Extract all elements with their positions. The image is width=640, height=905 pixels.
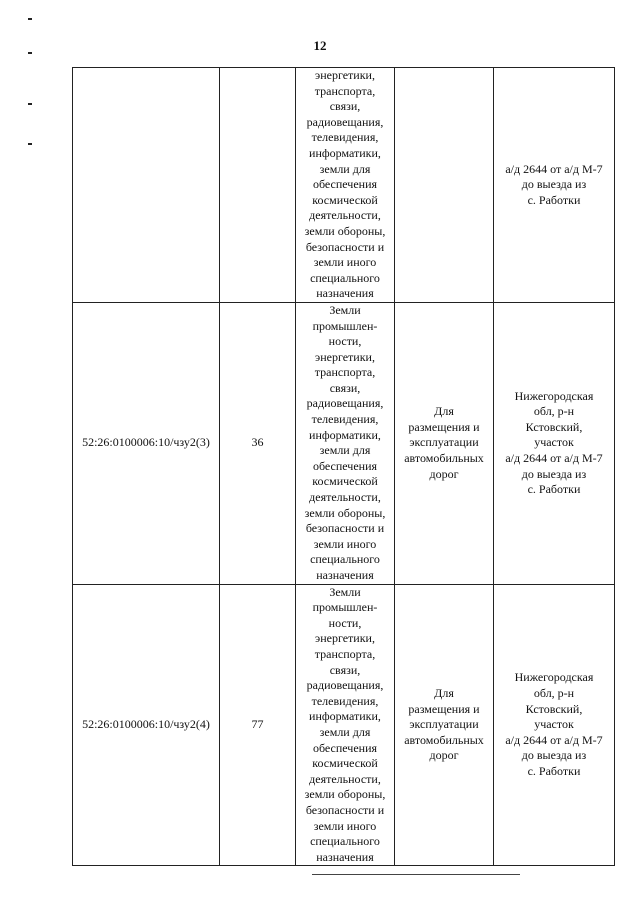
cell-line: деятельности, [309,771,381,786]
cell-line: телевидения, [311,412,379,427]
cell-line: энергетики, [315,631,375,646]
cell-line: телевидения, [311,130,379,145]
cell-line: космической [312,474,378,489]
cell-line: Нижегородская [514,670,594,685]
cell-line: с. Работки [527,192,581,207]
cell-line: энергетики, [315,68,375,82]
location-cell [494,584,615,866]
cell-line: назначения [316,849,374,864]
cell-line: информатики, [309,427,381,442]
table-row [73,302,615,584]
cell-line: земли для [319,724,371,739]
cell-line: эксплуатации [409,717,479,732]
cell-line: назначения [316,286,374,301]
cell-line: безопасности и [305,521,385,536]
cell-line: участок [534,717,574,732]
cell-line: связи, [329,380,361,395]
location-cell [494,68,615,303]
land-category-cell [296,302,395,584]
cell-line: земли обороны, [304,223,386,238]
cell-line: безопасности и [305,239,385,254]
cell-line: радиовещания, [306,114,384,129]
area-cell [220,68,296,303]
cell-line: земли иного [313,818,377,833]
cell-line: Нижегородская [514,388,594,403]
cell-line: связи, [329,99,361,114]
cell-line: до выезда из [521,177,587,192]
cell-line: информатики, [309,709,381,724]
margin-mark [28,143,32,145]
cell-line: земли для [319,443,371,458]
cell-line: Земли [329,302,361,317]
cadastral-number-cell: 52:26:0100006:10/чзу2(4) [73,584,220,866]
cell-line: дорог [429,466,459,481]
cell-line: обеспечения [312,458,378,473]
cell-line: обл, р-н [533,404,575,419]
page-number: 12 [313,38,327,53]
cell-line: связи, [329,662,361,677]
cell-line: космической [312,756,378,771]
cell-line: промышлен- [312,600,378,615]
cell-line: автомобильных [404,451,484,466]
cell-line: а/д 2644 от а/д М-7 [505,451,603,466]
cadastral-number-cell [73,68,220,303]
cell-line: Земли [329,584,361,599]
area-cell: 36 [220,302,296,584]
cell-line: специального [310,834,380,849]
cell-line: до выезда из [521,466,587,481]
cell-line: земли обороны, [304,505,386,520]
cell-line: обеспечения [312,177,378,192]
land-category-cell [296,584,395,866]
margin-mark [28,18,32,20]
permitted-use-cell [395,584,494,866]
table-row [73,584,615,866]
cell-line: обеспечения [312,740,378,755]
permitted-use-cell [395,68,494,303]
margin-mark [28,103,32,105]
cell-line: деятельности, [309,208,381,223]
cell-line: ности, [328,615,362,630]
cell-line: информатики, [309,145,381,160]
margin-mark [28,52,32,54]
cell-line: транспорта, [314,646,376,661]
cell-line: земли иного [313,536,377,551]
cell-line: эксплуатации [409,435,479,450]
cell-line: дорог [429,748,459,763]
cell-line: земли для [319,161,371,176]
cell-line: с. Работки [527,482,581,497]
cell-line: безопасности и [305,802,385,817]
location-cell [494,302,615,584]
cell-line: Для [434,685,454,700]
cell-line: размещения и [408,701,480,716]
cell-line: земли иного [313,255,377,270]
cell-line: Для [434,404,454,419]
permitted-use-cell [395,302,494,584]
cell-line: а/д 2644 от а/д М-7 [505,161,603,176]
cell-line: специального [310,552,380,567]
cell-line: размещения и [408,419,480,434]
area-cell: 77 [220,584,296,866]
cell-line: специального [310,270,380,285]
cell-line: земли обороны, [304,787,386,802]
cell-line: деятельности, [309,490,381,505]
cadastral-number-cell: 52:26:0100006:10/чзу2(3) [73,302,220,584]
cell-line: автомобильных [404,732,484,747]
cell-line: транспорта, [314,83,376,98]
land-category-cell [296,68,395,303]
footer-rule [312,874,520,875]
cell-line: энергетики, [315,349,375,364]
cell-line: обл, р-н [533,685,575,700]
cell-line: ности, [328,334,362,349]
cell-line: радиовещания, [306,678,384,693]
land-plots-table [72,67,615,866]
cell-line: Кстовский, [525,701,583,716]
cell-line: с. Работки [527,763,581,778]
cell-line: Кстовский, [525,419,583,434]
cell-line: радиовещания, [306,396,384,411]
cell-line: назначения [316,568,374,582]
cell-line: телевидения, [311,693,379,708]
table-row [73,68,615,303]
cell-line: промышлен- [312,318,378,333]
cell-line: участок [534,435,574,450]
cell-line: до выезда из [521,748,587,763]
cell-line: космической [312,192,378,207]
cell-line: а/д 2644 от а/д М-7 [505,732,603,747]
cell-line: транспорта, [314,365,376,380]
